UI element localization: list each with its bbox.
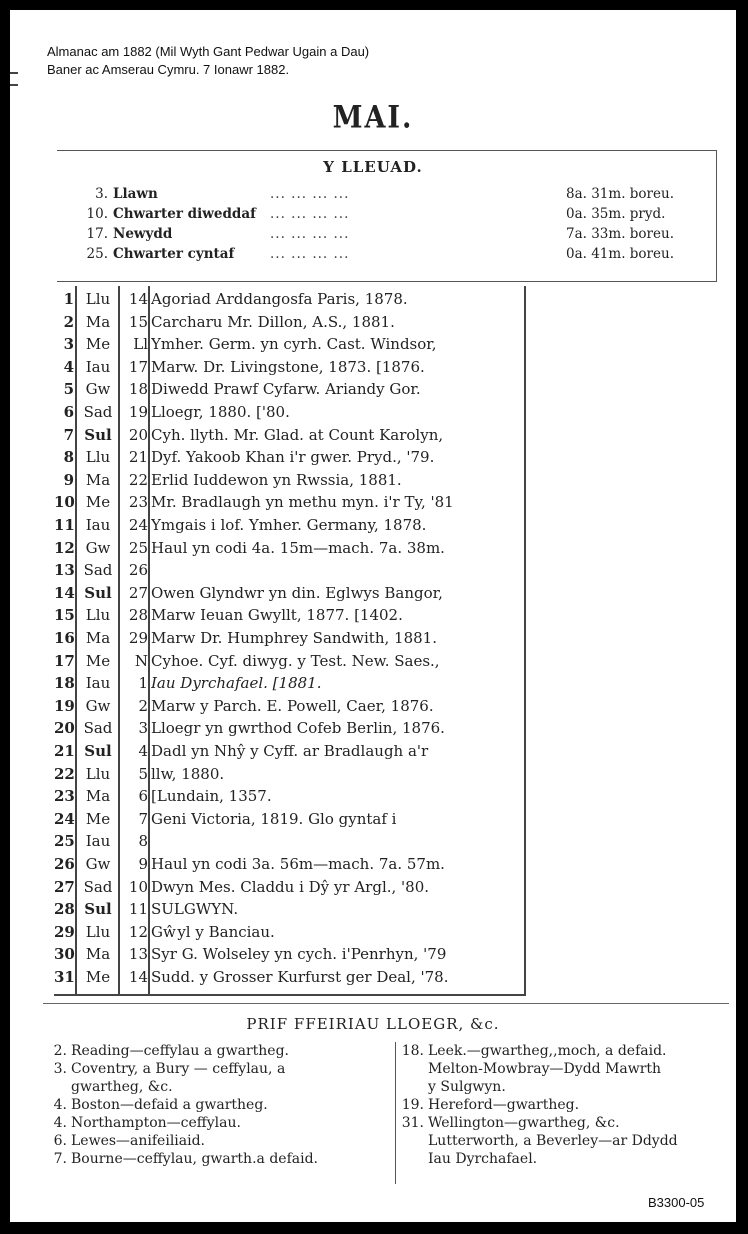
fair-date: 7.	[53, 1151, 67, 1167]
event-text: Haul yn codi 4a. 15m—mach. 7a. 38m.	[151, 538, 445, 557]
weekday: Me	[85, 493, 111, 512]
event-text: SULGWYN.	[151, 900, 239, 919]
fair-date: 2.	[53, 1043, 67, 1059]
weekday: Ma	[85, 945, 111, 964]
event-text: Mr. Bradlaugh yn methu myn. i'r Ty, '81	[151, 493, 454, 512]
weekday: Me	[85, 651, 111, 670]
fair-date: 19.	[401, 1097, 424, 1113]
event-text: Erlid Iuddewon yn Rwssia, 1881.	[151, 470, 402, 489]
secondary-day: 15	[128, 312, 148, 331]
moon-phase-row	[70, 246, 710, 266]
month-title: MAI.	[332, 99, 414, 136]
secondary-day: 8	[138, 832, 148, 851]
calendar-row	[54, 491, 525, 513]
fair-date: 3.	[53, 1061, 67, 1077]
calendar-row	[54, 424, 525, 446]
moon-phase-time: 0a. 41m. boreu.	[566, 246, 674, 262]
event-text: Lloegr, 1880. ['80.	[151, 403, 290, 421]
moon-phase-row	[70, 226, 710, 246]
day-number: 20	[54, 719, 75, 738]
weekday: Gw	[85, 696, 111, 715]
calendar-table	[54, 286, 525, 996]
weekday: Iau	[85, 674, 111, 693]
secondary-day: 29	[128, 629, 148, 647]
weekday: Llu	[85, 764, 111, 783]
event-text: Geni Victoria, 1819. Glo gyntaf i	[151, 809, 397, 828]
calendar-row	[54, 763, 525, 785]
secondary-day: 14	[128, 968, 148, 986]
calendar-row	[54, 853, 525, 875]
moon-phase-number: 3.	[95, 186, 108, 202]
fair-date: 4.	[53, 1115, 67, 1131]
weekday: Me	[85, 335, 111, 354]
moon-phase-number: 17.	[86, 226, 108, 242]
weekday: Llu	[85, 448, 111, 467]
fair-text: Lewes—anifeiliaid.	[71, 1133, 206, 1149]
weekday: Llu	[85, 290, 111, 308]
fair-entry	[43, 1078, 393, 1096]
secondary-day: 18	[128, 380, 148, 399]
secondary-day: 9	[138, 855, 148, 873]
secondary-day: 2	[138, 696, 148, 715]
day-number: 6	[63, 403, 74, 421]
fair-text: Leek.—gwartheg,,moch, a defaid.	[428, 1043, 667, 1059]
event-text: Owen Glyndwr yn din. Eglwys Bangor,	[151, 583, 443, 602]
calendar-row	[54, 898, 525, 920]
day-number: 19	[54, 696, 75, 715]
fair-text: Wellington—gwartheg, &c.	[428, 1115, 620, 1131]
calendar-row	[54, 537, 525, 559]
day-number: 8	[63, 448, 74, 467]
day-number: 14	[54, 583, 75, 602]
secondary-day: 28	[128, 606, 148, 625]
moon-phase-label: Llawn	[113, 186, 158, 202]
fair-entry	[400, 1132, 720, 1150]
calendar-row	[54, 333, 525, 355]
secondary-day: 27	[128, 583, 148, 602]
moon-phase-row	[70, 186, 710, 206]
fair-date: 18.	[401, 1043, 424, 1059]
secondary-day: 24	[128, 516, 148, 534]
leader-dots: ... ... ... ...	[270, 206, 350, 222]
weekday: Me	[85, 968, 111, 986]
fair-entry	[400, 1096, 720, 1114]
day-number: 24	[54, 809, 75, 828]
event-text: Dadl yn Nhŷ y Cyff. ar Bradlaugh a'r	[151, 742, 429, 760]
moon-phase-time: 0a. 35m. pryd.	[566, 206, 666, 222]
calendar-row	[54, 650, 525, 672]
day-number: 27	[54, 877, 75, 896]
secondary-day: 10	[128, 877, 148, 896]
event-text: Agoriad Arddangosfa Paris, 1878.	[151, 290, 408, 308]
weekday: Ma	[85, 629, 111, 647]
fair-text: Melton-Mowbray—Dydd Mawrth	[428, 1061, 662, 1077]
day-number: 9	[63, 470, 74, 489]
day-number: 10	[54, 493, 75, 512]
fairs-left-column	[43, 1042, 393, 1168]
weekday: Sul	[84, 900, 112, 919]
event-text: Carcharu Mr. Dillon, A.S., 1881.	[151, 312, 395, 331]
calendar-row	[54, 672, 525, 694]
calendar-row	[54, 921, 525, 943]
fair-text: Reading—ceffylau a gwartheg.	[71, 1043, 289, 1059]
weekday: Ma	[85, 470, 111, 489]
secondary-day: 17	[128, 357, 148, 376]
moon-phase-number: 10.	[86, 206, 108, 222]
event-text: Dwyn Mes. Claddu i Dŷ yr Argl., '80.	[151, 877, 430, 896]
caption-line-2: Baner ac Amserau Cymru. 7 Ionawr 1882.	[47, 62, 290, 77]
day-number: 12	[54, 538, 75, 557]
weekday: Iau	[85, 516, 111, 534]
weekday: Sul	[84, 425, 112, 444]
moon-heading: Y LLEUAD.	[323, 158, 423, 176]
weekday: Gw	[85, 855, 111, 873]
moon-phase-time: 7a. 33m. boreu.	[566, 226, 674, 242]
calendar-row	[54, 830, 525, 852]
weekday: Iau	[85, 357, 111, 376]
event-text: Marw Dr. Humphrey Sandwith, 1881.	[151, 629, 437, 647]
day-number: 1	[63, 290, 74, 308]
secondary-day: 13	[128, 945, 148, 964]
secondary-day: 20	[128, 425, 148, 444]
weekday: Sad	[83, 403, 113, 421]
weekday: Iau	[85, 832, 111, 851]
fair-text: Bourne—ceffylau, gwarth.a defaid.	[71, 1151, 318, 1167]
day-number: 7	[63, 425, 74, 444]
day-number: 18	[54, 674, 75, 693]
day-number: 31	[54, 968, 75, 986]
event-text: Marw Ieuan Gwyllt, 1877. [1402.	[151, 606, 403, 625]
event-text: Cyh. llyth. Mr. Glad. at Count Karolyn,	[151, 425, 444, 444]
day-number: 13	[54, 561, 75, 580]
event-text: Sudd. y Grosser Kurfurst ger Deal, '78.	[151, 968, 449, 986]
secondary-day: 3	[138, 719, 148, 738]
leader-dots: ... ... ... ...	[270, 226, 350, 242]
moon-phase-number: 25.	[86, 246, 108, 262]
fair-entry	[400, 1078, 720, 1096]
day-number: 15	[54, 606, 75, 625]
weekday: Llu	[85, 606, 111, 625]
calendar-row	[54, 514, 525, 536]
calendar-row	[54, 966, 525, 988]
fair-date: 6.	[53, 1133, 67, 1149]
reference-code: B3300-05	[648, 1195, 705, 1210]
event-text: Syr G. Wolseley yn cych. i'Penrhyn, '79	[151, 945, 447, 964]
event-text: Dyf. Yakoob Khan i'r gwer. Pryd., '79.	[151, 448, 435, 467]
fair-text: Coventry, a Bury — ceffylau, a	[71, 1061, 286, 1077]
calendar-row	[54, 627, 525, 649]
fair-entry	[43, 1096, 393, 1114]
secondary-day: Ll	[133, 335, 148, 354]
calendar-row	[54, 311, 525, 333]
calendar-row	[54, 876, 525, 898]
fair-text: Northampton—ceffylau.	[71, 1115, 241, 1131]
calendar-row	[54, 604, 525, 626]
moon-phase-label: Newydd	[113, 226, 173, 242]
fair-entry	[400, 1060, 720, 1078]
event-text: llw, 1880.	[151, 764, 225, 783]
calendar-row	[54, 943, 525, 965]
weekday: Sad	[83, 561, 113, 580]
fair-text: Hereford—gwartheg.	[428, 1097, 580, 1113]
caption-line-1: Almanac am 1882 (Mil Wyth Gant Pedwar Ugain a Dau)	[47, 44, 370, 59]
weekday: Sad	[83, 877, 113, 896]
weekday: Ma	[85, 312, 111, 331]
day-number: 21	[54, 742, 75, 760]
secondary-day: N	[134, 651, 148, 670]
weekday: Sul	[84, 583, 112, 602]
day-number: 23	[54, 787, 75, 806]
secondary-day: 26	[128, 561, 148, 580]
moon-phase-label: Chwarter diweddaf	[113, 206, 256, 222]
secondary-day: 25	[128, 538, 148, 557]
fair-entry	[43, 1060, 393, 1078]
weekday: Llu	[85, 922, 111, 941]
day-number: 17	[54, 651, 75, 670]
day-number: 28	[54, 900, 75, 919]
calendar-row	[54, 695, 525, 717]
event-text: Marw. Dr. Livingstone, 1873. [1876.	[151, 357, 425, 376]
fair-entry	[400, 1150, 720, 1168]
event-text: Diwedd Prawf Cyfarw. Ariandy Gor.	[151, 380, 421, 399]
weekday: Gw	[85, 538, 111, 557]
fair-entry	[400, 1114, 720, 1132]
moon-phase-row	[70, 206, 710, 226]
calendar-row	[54, 446, 525, 468]
fair-entry	[43, 1114, 393, 1132]
day-number: 16	[54, 629, 75, 647]
secondary-day: 11	[128, 900, 148, 919]
fair-entry	[43, 1150, 393, 1168]
secondary-day: 22	[128, 470, 148, 489]
calendar-row	[54, 808, 525, 830]
fair-date: 31.	[401, 1115, 424, 1131]
secondary-day: 21	[128, 448, 148, 467]
fair-entry	[400, 1042, 720, 1060]
fairs-right-column	[395, 1042, 720, 1184]
moon-phase-time: 8a. 31m. boreu.	[566, 186, 674, 202]
calendar-row	[54, 740, 525, 762]
calendar-row	[54, 717, 525, 739]
leader-dots: ... ... ... ...	[270, 186, 350, 202]
secondary-day: 12	[128, 922, 148, 941]
fair-text: Iau Dyrchafael.	[428, 1151, 538, 1167]
margin-mark	[10, 72, 18, 86]
leader-dots: ... ... ... ...	[270, 246, 350, 262]
day-number: 25	[54, 832, 75, 851]
day-number: 26	[54, 855, 75, 873]
day-number: 22	[54, 764, 75, 783]
weekday: Ma	[85, 787, 111, 806]
event-text: Cyhoe. Cyf. diwyg. y Test. New. Saes.,	[151, 651, 440, 670]
day-number: 30	[54, 945, 75, 964]
fair-text: y Sulgwyn.	[428, 1079, 506, 1095]
fair-entry	[43, 1132, 393, 1150]
fair-date: 4.	[53, 1097, 67, 1113]
calendar-row	[54, 288, 525, 310]
document-page	[10, 10, 736, 1222]
table-bottom-rule	[54, 994, 525, 996]
day-number: 2	[63, 312, 74, 331]
event-text: Haul yn codi 3a. 56m—mach. 7a. 57m.	[151, 855, 445, 873]
weekday: Sul	[84, 742, 112, 760]
event-text: Iau Dyrchafael. [1881.	[151, 674, 322, 693]
event-text: Gŵyl y Banciau.	[151, 922, 275, 941]
fairs-rule	[43, 1003, 729, 1004]
day-number: 29	[54, 922, 75, 941]
weekday: Gw	[85, 380, 111, 399]
moon-phase-label: Chwarter cyntaf	[113, 246, 235, 262]
weekday: Sad	[83, 719, 113, 738]
event-text: Marw y Parch. E. Powell, Caer, 1876.	[151, 696, 434, 715]
fair-text: Lutterworth, a Beverley—ar Ddydd	[428, 1133, 678, 1149]
fair-text: Boston—defaid a gwartheg.	[71, 1097, 268, 1113]
secondary-day: 23	[128, 493, 148, 512]
secondary-day: 4	[138, 742, 148, 760]
calendar-row	[54, 582, 525, 604]
calendar-row	[54, 378, 525, 400]
event-text: Ymher. Germ. yn cyrh. Cast. Windsor,	[151, 335, 437, 354]
secondary-day: 19	[128, 403, 148, 421]
weekday: Me	[85, 809, 111, 828]
fairs-heading: PRIF FFEIRIAU LLOEGR, &c.	[246, 1015, 500, 1033]
secondary-day: 14	[128, 290, 148, 308]
calendar-row	[54, 469, 525, 491]
event-text: Ymgais i lof. Ymher. Germany, 1878.	[151, 516, 427, 534]
secondary-day: 5	[138, 764, 148, 783]
secondary-day: 1	[138, 674, 148, 693]
day-number: 11	[54, 516, 75, 534]
fair-text: gwartheg, &c.	[71, 1079, 173, 1095]
event-text: [Lundain, 1357.	[151, 787, 272, 806]
calendar-row	[54, 401, 525, 423]
calendar-row	[54, 356, 525, 378]
event-text: Lloegr yn gwrthod Cofeb Berlin, 1876.	[151, 719, 445, 738]
secondary-day: 7	[138, 809, 148, 828]
calendar-row	[54, 785, 525, 807]
day-number: 5	[63, 380, 74, 399]
day-number: 3	[63, 335, 74, 354]
secondary-day: 6	[138, 787, 148, 806]
calendar-row	[54, 559, 525, 581]
fair-entry	[43, 1042, 393, 1060]
day-number: 4	[63, 357, 74, 376]
